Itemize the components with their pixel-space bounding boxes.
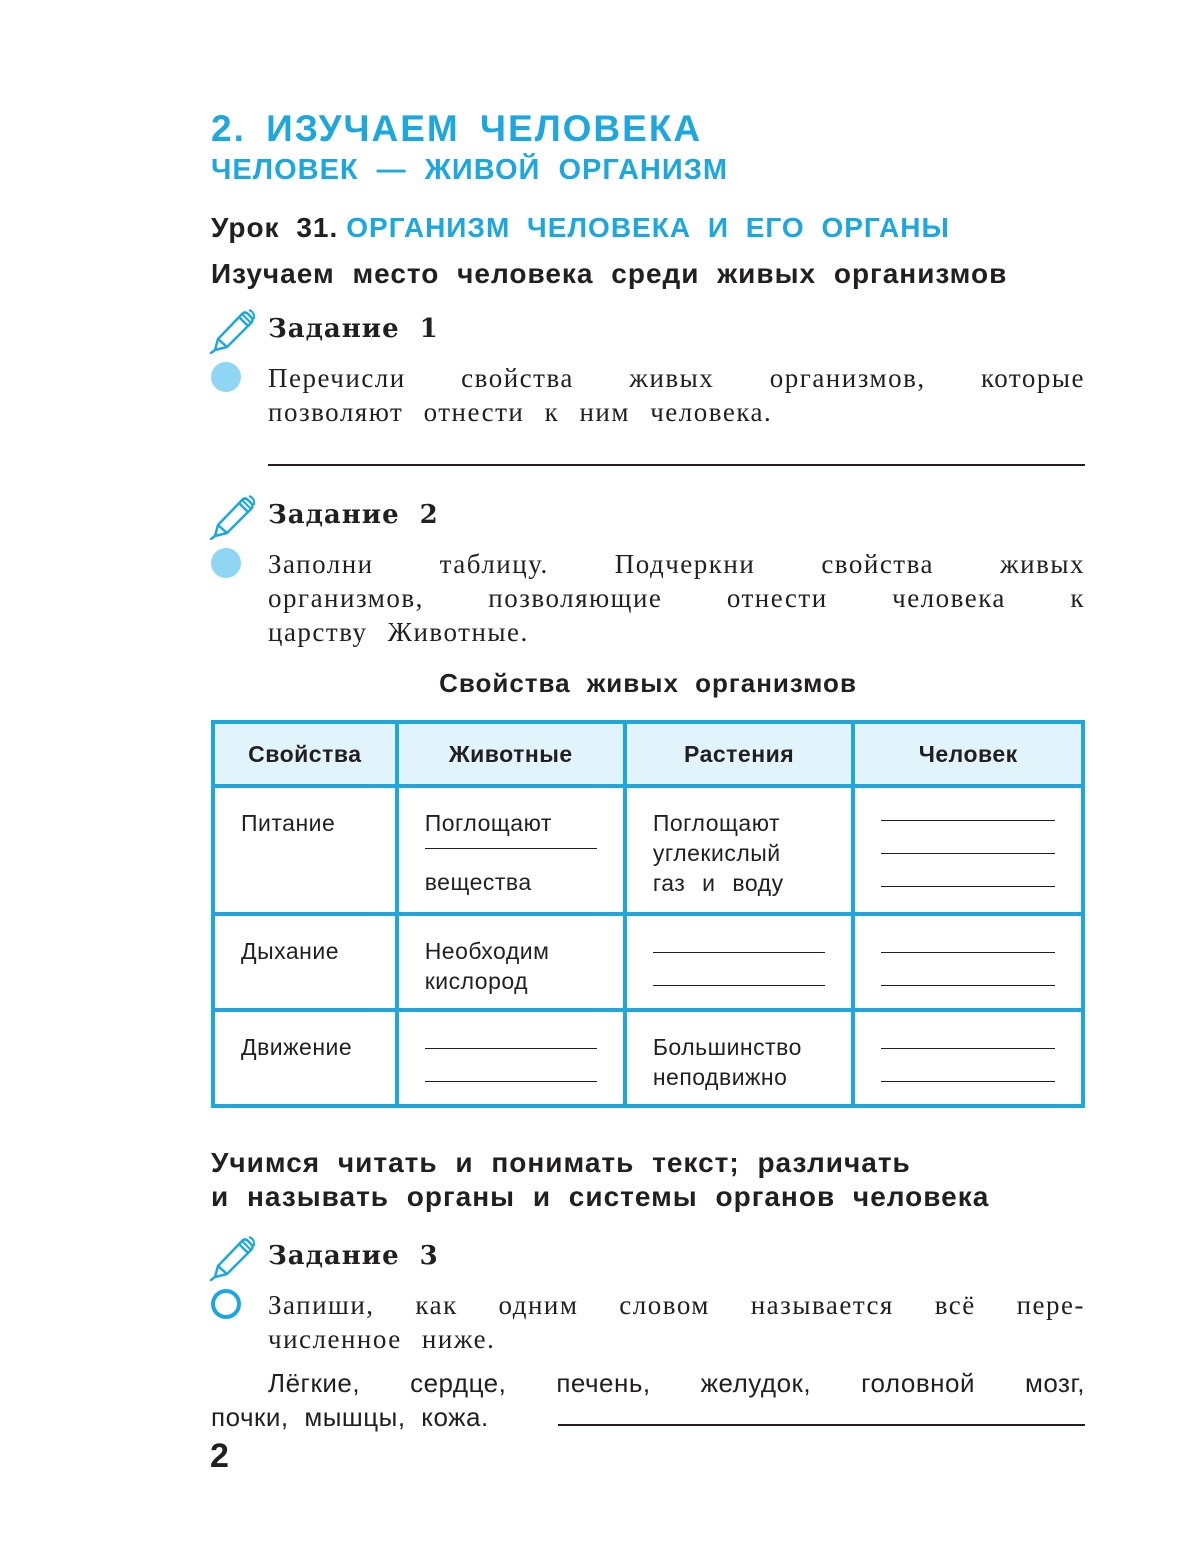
fill-line[interactable]: [425, 1049, 597, 1082]
page-number: 2: [210, 1437, 229, 1475]
table-cell: [625, 786, 854, 914]
lesson-label: Урок 31.: [211, 212, 339, 243]
cell-text: газ и воду: [652, 870, 784, 896]
filled-circle-icon: [211, 362, 241, 392]
section-2-line-2: и называть органы и системы органов человека: [211, 1181, 990, 1212]
table-cell: [853, 1010, 1083, 1106]
table-cell: [625, 1010, 854, 1106]
fill-line[interactable]: [881, 1049, 1055, 1082]
task-2-title: Задание 2: [268, 500, 439, 530]
task-1-line-2: позволяют отнести к ним человека.: [268, 397, 773, 427]
fill-line[interactable]: [881, 821, 1055, 854]
properties-table: [211, 720, 1085, 1108]
table-cell: [213, 914, 397, 1010]
cell-text: кислород: [424, 968, 529, 994]
task-1-line-1: Перечисли свойства живых организмов, которые: [268, 363, 1085, 393]
fill-line[interactable]: [881, 953, 1055, 986]
cell-text: Поглощают: [424, 810, 552, 836]
table-cell: [397, 914, 625, 1010]
cell-text: Большинство: [652, 1034, 802, 1060]
header-properties: Свойства: [213, 722, 397, 786]
table-cell: [853, 786, 1083, 914]
fill-line[interactable]: [881, 854, 1055, 887]
table-cell: [397, 786, 625, 914]
pencil-icon: [209, 306, 257, 354]
ring-circle-icon: [211, 1289, 241, 1319]
fill-line[interactable]: [881, 788, 1055, 821]
pencil-icon: [209, 492, 257, 540]
table-row: [213, 786, 1083, 914]
fill-line[interactable]: [653, 920, 826, 953]
task-1-answer-line[interactable]: [268, 464, 1085, 466]
header-plants: Растения: [625, 722, 854, 786]
task-2-line-1: Заполни таблицу. Подчеркни свойства живых: [268, 549, 1085, 579]
table-cell: [853, 914, 1083, 1010]
lesson-heading: [211, 212, 950, 244]
table-row: [213, 914, 1083, 1010]
fill-line[interactable]: [653, 953, 826, 986]
fill-line[interactable]: [881, 1016, 1055, 1049]
lesson-title: ОРГАНИЗМ ЧЕЛОВЕКА И ЕГО ОРГАНЫ: [346, 212, 950, 243]
pencil-icon: [209, 1233, 257, 1281]
fill-line[interactable]: [881, 920, 1055, 953]
table-row: [213, 1010, 1083, 1106]
table-cell: [213, 1010, 397, 1106]
chapter-subtitle: ЧЕЛОВЕК — ЖИВОЙ ОРГАНИЗМ: [211, 154, 729, 186]
section-2-line-1: Учимся читать и понимать текст; различать: [211, 1147, 911, 1178]
task-3-text: [268, 1288, 1085, 1356]
task-3-line-2: численное ниже.: [268, 1324, 496, 1354]
table-cell: [397, 1010, 625, 1106]
row-label: Питание: [241, 810, 336, 836]
row-label: Движение: [241, 1034, 353, 1060]
task-2-text: [268, 547, 1085, 649]
task-3-answer-line[interactable]: [558, 1424, 1085, 1426]
row-label: Дыхание: [241, 938, 339, 964]
filled-circle-icon: [211, 548, 241, 578]
task-1-title: Задание 1: [268, 314, 439, 344]
table-cell: [625, 914, 854, 1010]
table-title: Свойства живых организмов: [439, 668, 857, 698]
cell-text: углекислый: [652, 840, 781, 866]
chapter-title: 2. ИЗУЧАЕМ ЧЕЛОВЕКА: [211, 108, 703, 149]
table-header-row: [213, 722, 1083, 786]
table-cell: [213, 786, 397, 914]
task-1-text: [268, 361, 1085, 429]
fill-line[interactable]: [425, 838, 597, 849]
task-2-line-2: организмов, позволяющие отнести человека к: [268, 583, 1085, 613]
header-human: Человек: [853, 722, 1083, 786]
cell-text: вещества: [424, 869, 532, 895]
section-heading-2: [211, 1146, 989, 1214]
section-heading-1: Изучаем место человека среди живых организмов: [211, 258, 1008, 289]
task-3-list-line-2: почки, мышцы, кожа.: [211, 1402, 489, 1432]
task-3-title: Задание 3: [268, 1241, 439, 1271]
task-2-line-3: царству Животные.: [268, 617, 529, 647]
cell-text: Необходим: [424, 938, 550, 964]
task-3-list-line-1: Лёгкие, сердце, печень, желудок, головной мозг,: [268, 1368, 1085, 1398]
fill-line[interactable]: [425, 1016, 597, 1049]
cell-text: Поглощают: [652, 810, 780, 836]
cell-text: неподвижно: [652, 1064, 788, 1090]
header-animals: Животные: [397, 722, 625, 786]
task-3-line-1: Запиши, как одним словом называется всё пере-: [268, 1290, 1085, 1320]
